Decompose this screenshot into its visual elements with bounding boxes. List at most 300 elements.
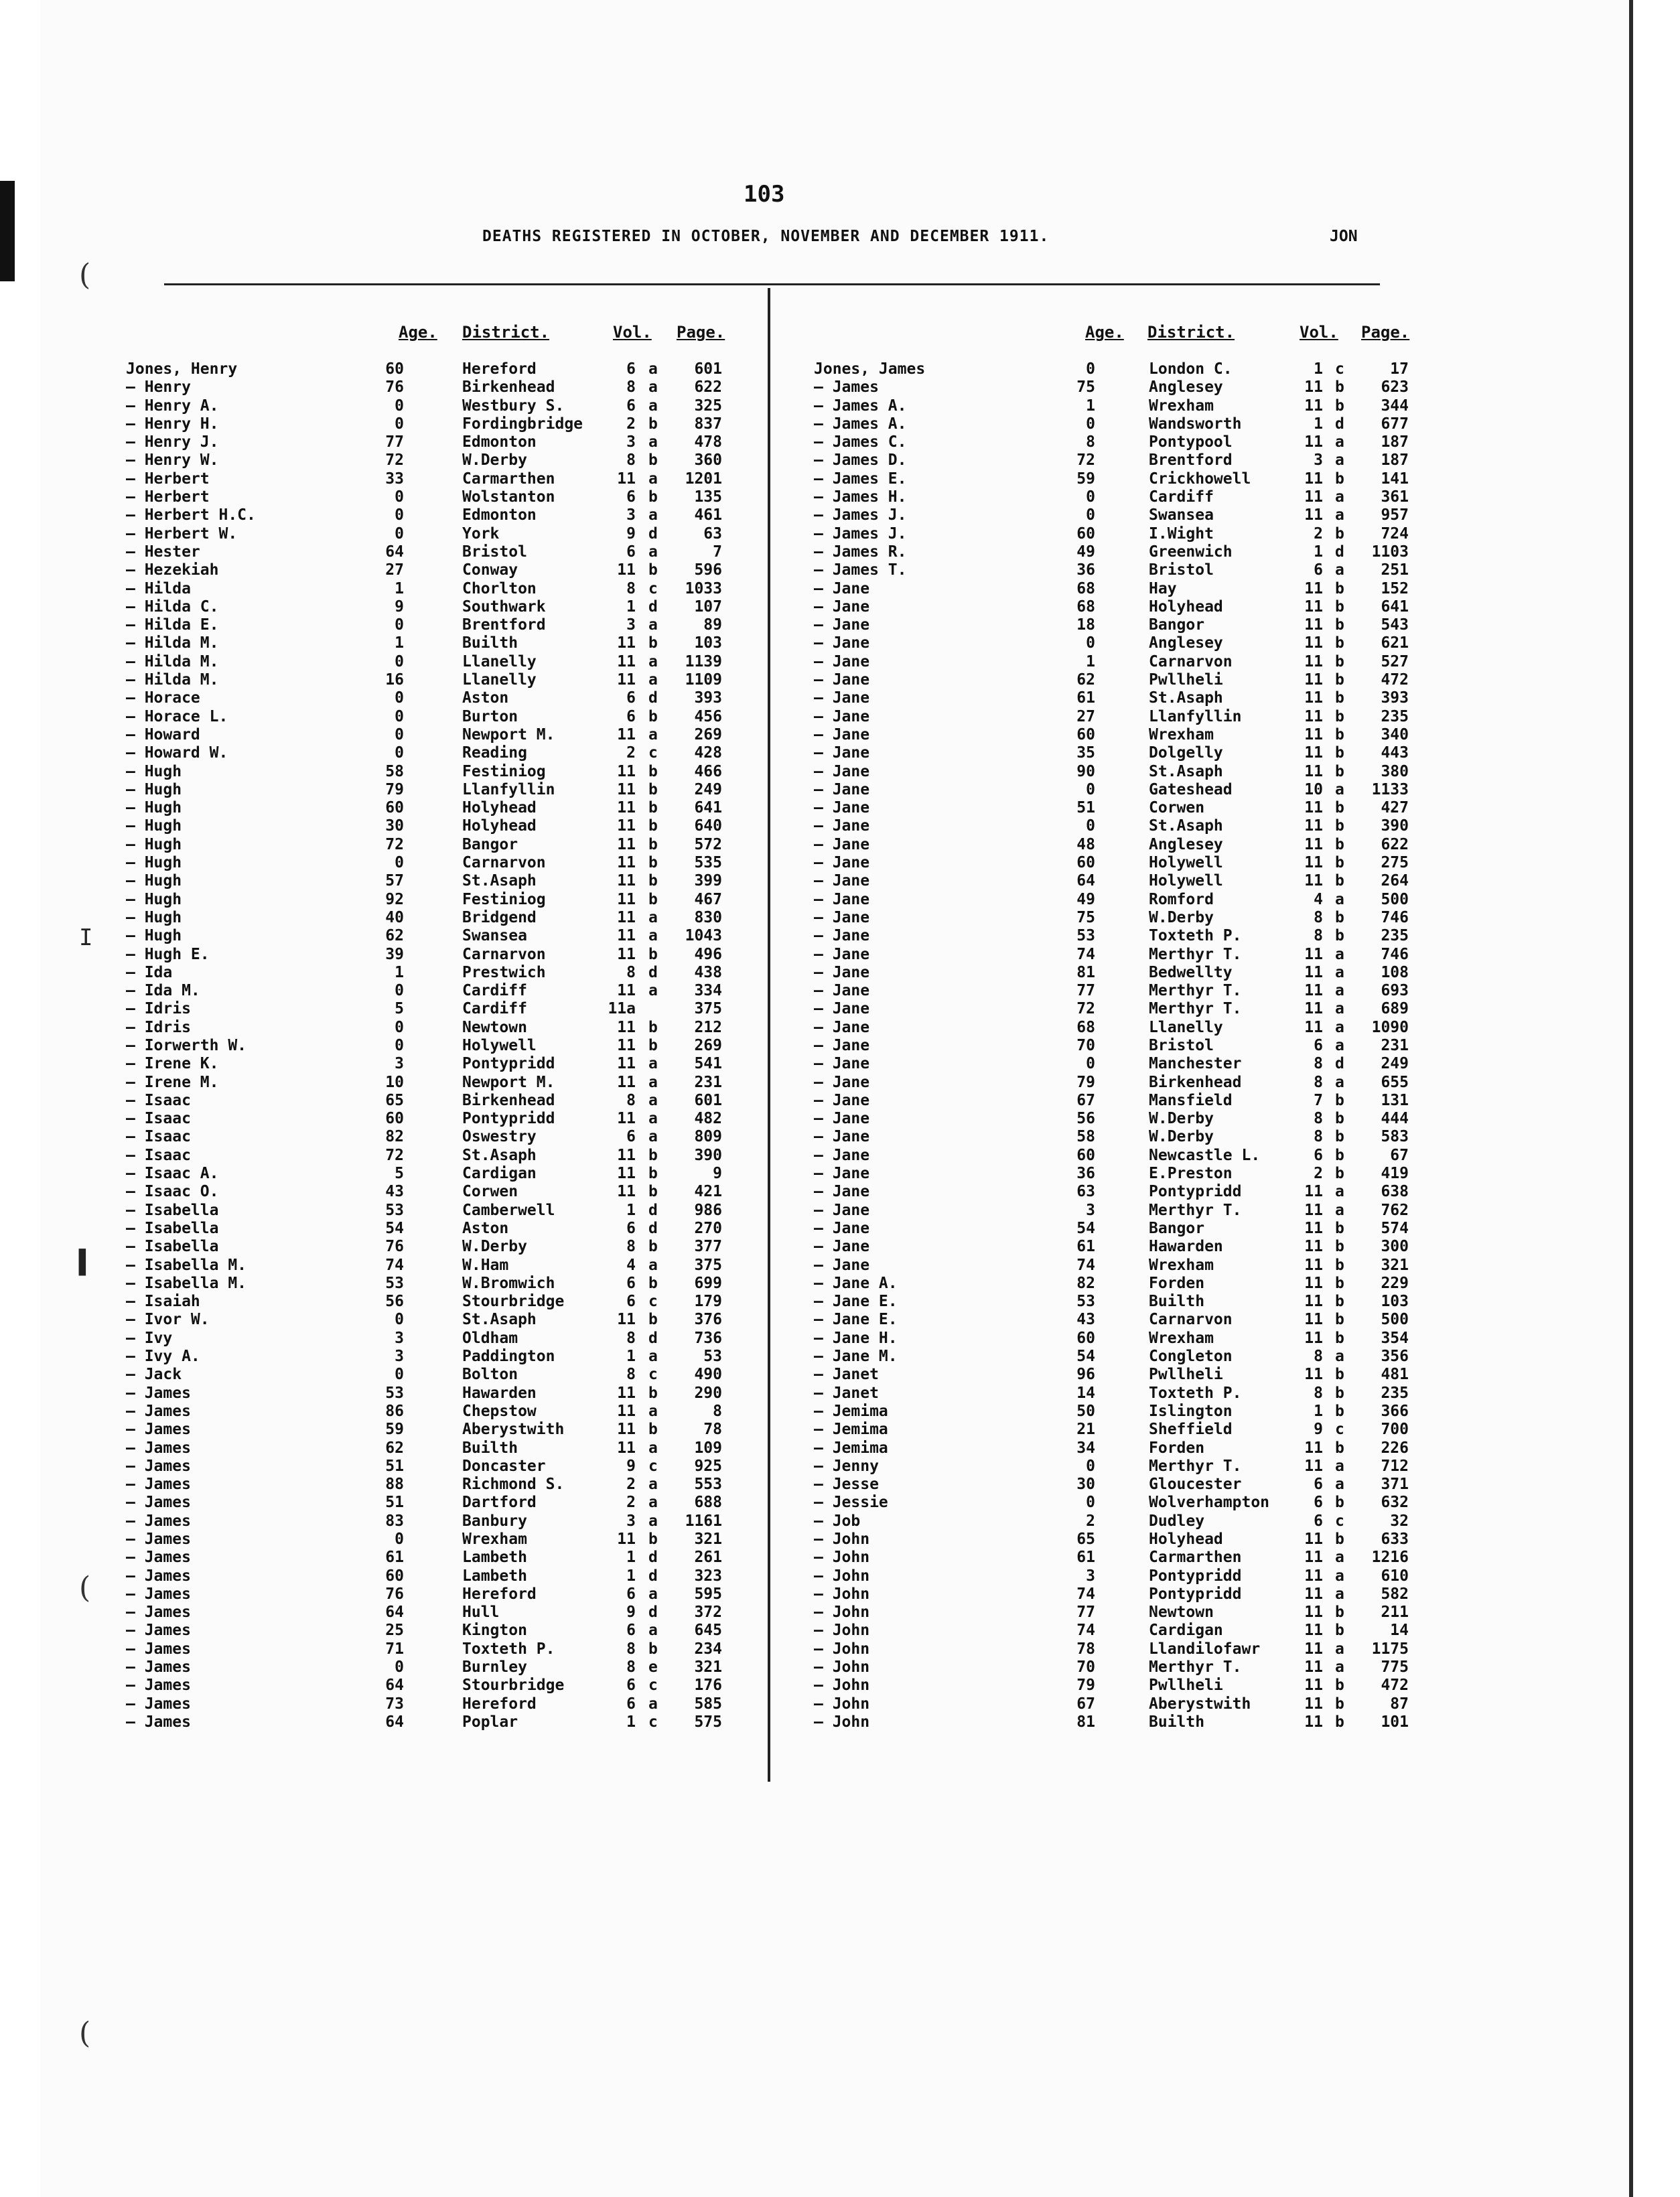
entry-name: — John	[814, 1658, 870, 1677]
entry-name: — Isaac O.	[126, 1183, 219, 1201]
entry-name: — James A.	[814, 397, 907, 415]
entry-age: 0	[395, 744, 404, 762]
entry-section: a	[648, 506, 658, 524]
entry-section: a	[1335, 451, 1344, 470]
entry-name: — Hilda M.	[126, 634, 219, 652]
entry-name: — Jenny	[814, 1457, 879, 1475]
entry-page: 645	[694, 1622, 722, 1640]
entry-section: b	[1335, 597, 1344, 616]
entry-page: 467	[694, 890, 722, 908]
entry-vol: 11	[617, 1073, 636, 1091]
entry-name: — Idris	[126, 1000, 191, 1018]
table-row	[126, 744, 742, 762]
entry-name: — Jane	[814, 652, 870, 670]
entry-section: b	[648, 817, 658, 835]
table-row	[126, 1494, 742, 1512]
entry-section: b	[1335, 817, 1344, 835]
entry-page: 187	[1381, 451, 1409, 470]
entry-district: Birkenhead	[462, 378, 555, 397]
entry-section: b	[1335, 1293, 1344, 1311]
entry-district: Cardiff	[1149, 488, 1214, 506]
entry-age: 76	[385, 1238, 404, 1256]
entry-age: 77	[1076, 982, 1095, 1000]
entry-age: 65	[1076, 1531, 1095, 1548]
entry-section: a	[648, 1622, 658, 1640]
entry-name: — Ivor W.	[126, 1311, 210, 1329]
entry-section: a	[1335, 561, 1344, 579]
entry-age: 9	[395, 597, 404, 616]
entry-age: 1	[395, 579, 404, 597]
entry-page: 553	[694, 1476, 722, 1494]
entry-page: 688	[694, 1494, 722, 1512]
entry-name: — Jane	[814, 1036, 870, 1054]
table-row	[126, 854, 742, 872]
table-row	[814, 708, 1417, 726]
entry-page: 427	[1381, 799, 1409, 817]
entry-section: b	[1335, 1366, 1344, 1384]
entry-vol: 1	[626, 1549, 636, 1567]
entry-age: 53	[385, 1384, 404, 1402]
entry-name: — James	[126, 1622, 191, 1640]
entry-section: b	[648, 1421, 658, 1439]
entry-district: Gateshead	[1149, 780, 1233, 798]
entry-name: — Jane	[814, 597, 870, 616]
entry-page: 261	[694, 1549, 722, 1567]
entry-vol: 1	[1314, 360, 1323, 378]
col-header-district: District.	[462, 323, 550, 342]
entry-vol: 3	[626, 1512, 636, 1530]
table-row	[814, 506, 1417, 524]
table-row	[814, 1403, 1417, 1421]
entry-vol: 11	[617, 1055, 636, 1073]
entry-vol: 11a	[608, 1000, 636, 1018]
entry-vol: 6	[626, 689, 636, 707]
entry-section: a	[1335, 506, 1344, 524]
table-row	[126, 1019, 742, 1037]
entry-vol: 10	[1304, 780, 1323, 798]
entry-section: b	[1335, 835, 1344, 853]
entry-district: St.Asaph	[1149, 762, 1223, 780]
entry-vol: 8	[626, 963, 636, 981]
entry-vol: 8	[626, 1658, 636, 1677]
entry-name: — Jemima	[814, 1439, 888, 1457]
entry-vol: 8	[1314, 1110, 1323, 1128]
entry-name: — Isabella M.	[126, 1256, 247, 1274]
entry-district: Pontypridd	[462, 1110, 555, 1128]
entry-page: 428	[694, 744, 722, 762]
entry-vol: 8	[1314, 908, 1323, 926]
entry-vol: 11	[617, 780, 636, 798]
entry-age: 3	[395, 1055, 404, 1073]
table-row	[814, 1366, 1417, 1384]
entry-name: — Hugh	[126, 762, 182, 780]
entry-page: 372	[694, 1604, 722, 1622]
entry-page: 478	[694, 433, 722, 451]
entry-district: Hull	[462, 1604, 500, 1622]
entry-name: — Jane	[814, 1128, 870, 1146]
entry-name: — Jane	[814, 799, 870, 817]
entry-vol: 6	[626, 1695, 636, 1713]
table-row	[814, 1695, 1417, 1713]
entry-age: 0	[1086, 780, 1095, 798]
entry-name: — Idris	[126, 1018, 191, 1036]
entry-age: 74	[1076, 1585, 1095, 1603]
entry-name: — Jane	[814, 1055, 870, 1073]
entry-section: b	[648, 799, 658, 817]
entry-page: 641	[694, 799, 722, 817]
table-row	[814, 799, 1417, 817]
entry-page: 1161	[685, 1512, 722, 1530]
entry-section: b	[648, 634, 658, 652]
entry-vol: 11	[1304, 1640, 1323, 1658]
entry-district: Camberwell	[462, 1201, 555, 1219]
table-row	[814, 982, 1417, 1000]
entry-age: 61	[1076, 1238, 1095, 1256]
entry-page: 340	[1381, 725, 1409, 743]
table-row	[814, 616, 1417, 634]
entry-page: 399	[694, 872, 722, 890]
entry-page: 633	[1381, 1531, 1409, 1548]
entry-vol: 11	[1304, 488, 1323, 506]
entry-name: — Hugh	[126, 854, 182, 872]
entry-page: 390	[694, 1146, 722, 1164]
entry-vol: 11	[617, 470, 636, 488]
table-row	[126, 1037, 742, 1055]
entry-age: 83	[385, 1512, 404, 1530]
entry-vol: 11	[1304, 1439, 1323, 1457]
entry-district: Banbury	[462, 1512, 527, 1530]
entry-vol: 6	[626, 488, 636, 506]
entry-section: b	[648, 1183, 658, 1201]
entry-vol: 2	[1314, 1165, 1323, 1183]
table-row	[126, 1385, 742, 1403]
entry-page: 375	[694, 1000, 722, 1018]
table-row	[814, 1019, 1417, 1037]
entry-vol: 11	[1304, 1256, 1323, 1274]
entry-section: b	[1335, 1677, 1344, 1695]
table-row	[814, 872, 1417, 890]
entry-vol: 11	[1304, 1695, 1323, 1713]
entry-name: — James J.	[814, 506, 907, 524]
entry-vol: 11	[1304, 1018, 1323, 1036]
entry-district: Bedwellty	[1149, 963, 1233, 981]
entry-section: b	[648, 451, 658, 470]
entry-age: 18	[1076, 616, 1095, 634]
entry-district: W.Derby	[1149, 1128, 1214, 1146]
entry-section: b	[1335, 744, 1344, 762]
entry-district: Merthyr T.	[1149, 982, 1242, 1000]
entry-vol: 11	[1304, 1000, 1323, 1018]
entry-page: 67	[1390, 1146, 1409, 1164]
table-row	[814, 525, 1417, 543]
entry-age: 68	[1076, 1018, 1095, 1036]
entry-age: 0	[395, 524, 404, 543]
entry-page: 830	[694, 908, 722, 926]
entry-vol: 11	[617, 908, 636, 926]
entry-page: 693	[1381, 982, 1409, 1000]
entry-page: 699	[694, 1274, 722, 1292]
entry-page: 325	[694, 397, 722, 415]
entry-age: 3	[395, 1348, 404, 1366]
table-row	[814, 1275, 1417, 1293]
entry-vol: 11	[1304, 1622, 1323, 1640]
table-row	[814, 1037, 1417, 1055]
entry-page: 638	[1381, 1183, 1409, 1201]
entry-name: — Jack	[126, 1366, 182, 1384]
entry-vol: 11	[1304, 1366, 1323, 1384]
entry-district: St.Asaph	[462, 1311, 537, 1329]
table-row	[126, 1202, 742, 1220]
entry-district: Gloucester	[1149, 1476, 1242, 1494]
entry-district: Hereford	[462, 360, 537, 378]
entry-age: 67	[1076, 1695, 1095, 1713]
entry-age: 0	[395, 652, 404, 670]
entry-district: Birkenhead	[1149, 1073, 1242, 1091]
table-row	[814, 1585, 1417, 1604]
entry-district: Wolverhampton	[1149, 1494, 1270, 1512]
punch-hole-mark: (	[79, 2016, 91, 2050]
table-row	[814, 1183, 1417, 1201]
entry-page: 775	[1381, 1658, 1409, 1677]
entry-vol: 8	[626, 579, 636, 597]
entry-district: Pontypridd	[1149, 1585, 1242, 1603]
entry-vol: 11	[1304, 835, 1323, 853]
entry-vol: 11	[617, 1146, 636, 1164]
entry-vol: 11	[617, 1036, 636, 1054]
entry-page: 275	[1381, 854, 1409, 872]
table-row	[814, 1220, 1417, 1238]
entry-vol: 11	[1304, 1274, 1323, 1292]
table-row	[126, 1403, 742, 1421]
entry-name: — James	[126, 1585, 191, 1603]
punch-hole-mark: (	[79, 1571, 91, 1605]
entry-section: a	[1335, 1036, 1344, 1054]
entry-page: 270	[694, 1219, 722, 1237]
entry-age: 61	[1076, 1549, 1095, 1567]
entry-vol: 11	[1304, 982, 1323, 1000]
entry-section: b	[1335, 1494, 1344, 1512]
entry-age: 0	[1086, 1494, 1095, 1512]
entry-vol: 1	[626, 1201, 636, 1219]
entry-age: 60	[1076, 725, 1095, 743]
entry-age: 64	[385, 543, 404, 561]
entry-vol: 11	[1304, 945, 1323, 963]
entry-vol: 8	[1314, 1384, 1323, 1402]
entry-section: a	[1335, 780, 1344, 798]
entry-page: 438	[694, 963, 722, 981]
entry-vol: 11	[1304, 671, 1323, 689]
entry-district: Dudley	[1149, 1512, 1205, 1530]
entry-age: 36	[1076, 1165, 1095, 1183]
entry-age: 90	[1076, 762, 1095, 780]
entry-vol: 11	[1304, 1713, 1323, 1731]
entry-name: — Jane	[814, 872, 870, 890]
entry-section: a	[648, 1055, 658, 1073]
table-row	[126, 397, 742, 415]
table-row	[814, 580, 1417, 598]
right-column-entries	[814, 360, 1417, 1731]
entry-district: Holywell	[1149, 854, 1223, 872]
entry-vol: 6	[626, 397, 636, 415]
table-row	[126, 1257, 742, 1275]
entry-section: b	[1335, 1311, 1344, 1329]
entry-section: a	[648, 1476, 658, 1494]
entry-section: b	[648, 1274, 658, 1292]
entry-section: b	[1335, 908, 1344, 926]
entry-name: — Jane	[814, 1110, 870, 1128]
entry-section: b	[648, 707, 658, 725]
entry-vol: 4	[626, 1256, 636, 1274]
table-row	[126, 1074, 742, 1092]
entry-age: 82	[385, 1128, 404, 1146]
entry-name: — Hugh	[126, 780, 182, 798]
table-row	[126, 580, 742, 598]
entry-age: 0	[395, 707, 404, 725]
table-row	[126, 726, 742, 744]
entry-district: Bangor	[1149, 616, 1205, 634]
entry-section: b	[1335, 1146, 1344, 1164]
entry-district: Merthyr T.	[1149, 945, 1242, 963]
entry-page: 543	[1381, 616, 1409, 634]
entry-age: 0	[395, 1531, 404, 1548]
entry-page: 421	[694, 1183, 722, 1201]
table-row	[814, 891, 1417, 909]
entry-vol: 8	[626, 378, 636, 397]
entry-district: Toxteth P.	[1149, 927, 1242, 945]
entry-page: 212	[694, 1018, 722, 1036]
entry-district: Newtown	[1149, 1604, 1214, 1622]
entry-age: 34	[1076, 1439, 1095, 1457]
entry-age: 58	[385, 762, 404, 780]
entry-section: a	[1335, 1000, 1344, 1018]
entry-district: Bristol	[462, 543, 527, 561]
entry-vol: 8	[626, 451, 636, 470]
entry-section: a	[1335, 433, 1344, 451]
entry-page: 390	[1381, 817, 1409, 835]
entry-page: 575	[694, 1713, 722, 1731]
entry-vol: 11	[617, 725, 636, 743]
entry-name: — Isaiah	[126, 1293, 200, 1311]
entry-age: 5	[395, 1165, 404, 1183]
entry-section: b	[1335, 927, 1344, 945]
entry-page: 527	[1381, 652, 1409, 670]
entry-vol: 11	[1304, 799, 1323, 817]
entry-name: — Jane	[814, 616, 870, 634]
entry-section: a	[648, 543, 658, 561]
table-row	[814, 1512, 1417, 1531]
entry-district: Cardiff	[462, 982, 527, 1000]
entry-name: — John	[814, 1622, 870, 1640]
entry-name: — James	[814, 378, 879, 397]
entry-page: 419	[1381, 1165, 1409, 1183]
entry-age: 62	[385, 927, 404, 945]
entry-name: — Jane H.	[814, 1329, 898, 1347]
entry-name: — Hilda M.	[126, 671, 219, 689]
entry-name: — James	[126, 1384, 191, 1402]
entry-section: d	[1335, 415, 1344, 433]
entry-vol: 8	[626, 1640, 636, 1658]
entry-section: c	[648, 1713, 658, 1731]
entry-age: 43	[385, 1183, 404, 1201]
entry-district: Bridgend	[462, 908, 537, 926]
entry-section: b	[648, 945, 658, 963]
table-row	[814, 634, 1417, 652]
entry-name: — Isaac	[126, 1110, 191, 1128]
entry-name: — Jane	[814, 1000, 870, 1018]
entry-district: Holyhead	[462, 799, 537, 817]
entry-age: 25	[385, 1622, 404, 1640]
table-row	[126, 891, 742, 909]
table-row	[126, 1147, 742, 1165]
entry-page: 640	[694, 817, 722, 835]
table-row	[814, 1330, 1417, 1348]
entry-section: a	[1335, 1567, 1344, 1585]
entry-page: 623	[1381, 378, 1409, 397]
entry-name: — Jane	[814, 671, 870, 689]
entry-district: Corwen	[1149, 799, 1205, 817]
entry-page: 14	[1390, 1622, 1409, 1640]
entry-section: b	[1335, 1402, 1344, 1420]
entry-district: Festiniog	[462, 890, 546, 908]
entry-vol: 11	[1304, 689, 1323, 707]
entry-district: Paddington	[462, 1348, 555, 1366]
entry-page: 583	[1381, 1128, 1409, 1146]
entry-district: Poplar	[462, 1713, 518, 1731]
entry-age: 53	[1076, 927, 1095, 945]
entry-name: — Jane E.	[814, 1293, 898, 1311]
entry-district: Pontypridd	[1149, 1183, 1242, 1201]
entry-district: Aberystwith	[462, 1421, 565, 1439]
entry-district: Anglesey	[1149, 835, 1223, 853]
entry-age: 0	[1086, 506, 1095, 524]
entry-district: Pontypool	[1149, 433, 1233, 451]
table-row	[126, 781, 742, 799]
entry-vol: 6	[626, 1274, 636, 1292]
entry-vol: 6	[626, 1585, 636, 1603]
col-header-page: Page.	[677, 323, 725, 342]
entry-age: 86	[385, 1402, 404, 1420]
entry-district: Dartford	[462, 1494, 537, 1512]
entry-vol: 11	[617, 1421, 636, 1439]
entry-district: Aston	[462, 1219, 509, 1237]
table-row	[814, 763, 1417, 781]
entry-vol: 11	[1304, 397, 1323, 415]
entry-section: a	[648, 725, 658, 743]
table-row	[126, 433, 742, 451]
entry-age: 79	[1076, 1677, 1095, 1695]
entry-age: 79	[385, 780, 404, 798]
entry-vol: 11	[1304, 1549, 1323, 1567]
entry-vol: 11	[617, 1311, 636, 1329]
entry-name: — James	[126, 1604, 191, 1622]
entry-name: — James C.	[814, 433, 907, 451]
entry-section: b	[1335, 634, 1344, 652]
entry-district: St.Asaph	[462, 1146, 537, 1164]
table-row	[814, 543, 1417, 561]
entry-section: b	[648, 1036, 658, 1054]
entry-section: b	[648, 1146, 658, 1164]
entry-vol: 11	[1304, 1183, 1323, 1201]
entry-district: Wolstanton	[462, 488, 555, 506]
entry-page: 1175	[1371, 1640, 1409, 1658]
entry-section: b	[1335, 470, 1344, 488]
entry-page: 89	[703, 616, 722, 634]
entry-vol: 8	[626, 1091, 636, 1109]
entry-district: Oswestry	[462, 1128, 537, 1146]
entry-district: Manchester	[1149, 1055, 1242, 1073]
entry-section: b	[1335, 1091, 1344, 1109]
entry-page: 655	[1381, 1073, 1409, 1091]
